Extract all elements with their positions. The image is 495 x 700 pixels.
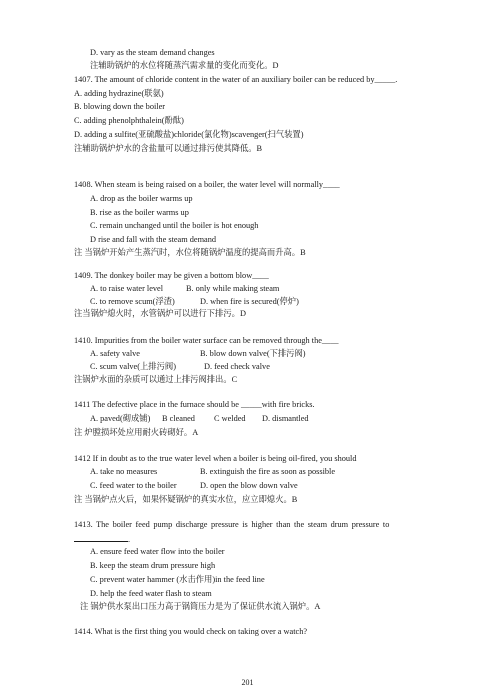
- q1413-option-b: B. keep the steam drum pressure high: [90, 561, 216, 570]
- q1413-option-d: D. help the feed water flash to steam: [90, 589, 212, 598]
- q1413-option-a: A. ensure feed water flow into the boiler: [90, 547, 225, 556]
- q1413-option-c: C. prevent water hammer (水击作用)in the feed line: [90, 575, 265, 584]
- q1408-option-b: B. rise as the boiler warms up: [90, 208, 189, 217]
- q1409-options-row-1: [90, 284, 410, 295]
- q1412-options-row-2: [90, 481, 410, 492]
- q1411-option-a: A. paved(砌成铺): [90, 414, 151, 423]
- q1407-option-a: A. adding hydrazine(联氨): [74, 89, 164, 98]
- q1412-option-d: D. open the blow down valve: [200, 481, 298, 490]
- q1407-option-d: D. adding a sulfite(亚硫酸盐)chloride(氯化物)scavenger(扫气装置): [74, 130, 304, 139]
- q1409-option-d: D. when fire is secured(停炉): [200, 297, 299, 306]
- question-1407-stem: 1407. The amount of chloride content in the water of an auxiliary boiler can be reduced by_____.: [74, 75, 398, 84]
- q1409-answer-note: 注当锅炉熄火时，水管锅炉可以进行下排污。D: [74, 309, 246, 318]
- q1412-answer-note: 注 当锅炉点火后，如果怀疑锅炉的真实水位，应立即熄火。B: [74, 495, 298, 504]
- q1411-option-c: C welded: [214, 414, 246, 423]
- q1410-option-b: B. blow down valve(下排污阀): [200, 349, 306, 358]
- q1410-option-c: C. scum valve(上排污阀): [90, 362, 176, 371]
- q1413-answer-note: 注 锅炉供水泵出口压力高于锅筒压力是为了保证供水流入锅炉。A: [80, 602, 321, 611]
- q1407-answer-note: 注辅助锅炉炉水的含盐量可以通过排污使其降低。B: [74, 144, 263, 153]
- q1410-options-row-2: [90, 362, 410, 373]
- q1412-option-a: A. take no measures: [90, 467, 158, 476]
- q1409-option-a: A. to raise water level: [90, 284, 164, 293]
- q1410-answer-note: 注锅炉水面的杂质可以通过上排污阀排出。C: [74, 375, 238, 384]
- option-d: D. vary as the steam demand changes: [90, 48, 215, 57]
- answer-note: 注辅助锅炉的水位将随蒸汽需求量的变化而变化。D: [90, 61, 279, 70]
- q1408-option-a: A. drop as the boiler warms up: [90, 194, 193, 203]
- q1412-options-row-1: [90, 467, 410, 478]
- answer-blank: [74, 533, 131, 544]
- q1411-options-row: [90, 414, 410, 425]
- question-1410-stem: 1410. Impurities from the boiler water surface can be removed through the____: [74, 336, 339, 345]
- q1411-option-d: D. dismantled: [262, 414, 309, 423]
- q1408-option-c: C. remain unchanged until the boiler is hot enough: [90, 221, 259, 230]
- q1410-option-d: D. feed check valve: [204, 362, 270, 371]
- q1409-option-b: B. only while making steam: [186, 284, 280, 293]
- page-number: 201: [241, 678, 254, 687]
- question-1408-stem: 1408. When steam is being raised on a boiler, the water level will normally____: [74, 180, 340, 189]
- q1411-option-b: B cleaned: [162, 414, 195, 423]
- question-1414-stem: 1414. What is the first thing you would check on taking over a watch?: [74, 627, 308, 636]
- q1412-option-c: C. feed water to the boiler: [90, 481, 177, 490]
- question-1412-stem: 1412 If in doubt as to the true water level when a boiler is being oil-fired, you should: [74, 454, 357, 463]
- question-1409-stem: 1409. The donkey boiler may be given a bottom blow____: [74, 271, 269, 280]
- q1408-answer-note: 注 当锅炉开始产生蒸汽时，水位将随锅炉温度的提高而升高。B: [74, 248, 306, 257]
- q1407-option-c: C. adding phenolphthalein(酚酞): [74, 116, 184, 125]
- q1412-option-b: B. extinguish the fire as soon as possible: [200, 467, 336, 476]
- q1411-answer-note: 注 炉膛损坏处应用耐火砖砌好。A: [74, 428, 199, 437]
- q1410-option-a: A. safety valve: [90, 349, 140, 358]
- q1407-option-b: B. blowing down the boiler: [74, 102, 166, 111]
- q1409-options-row-2: [90, 297, 410, 308]
- q1409-option-c: C. to remove scum(浮渣): [90, 297, 175, 306]
- question-1413-blank-line: [74, 533, 130, 546]
- q1408-option-d: D rise and fall with the steam demand: [90, 235, 217, 244]
- blank-period: .: [128, 535, 131, 544]
- question-1413-stem: 1413. The boiler feed pump discharge pressure is higher than the steam drum pressure to: [74, 520, 390, 529]
- q1410-options-row-1: [90, 349, 410, 360]
- question-1411-stem: 1411 The defective place in the furnace should be _____with fire bricks.: [74, 400, 315, 409]
